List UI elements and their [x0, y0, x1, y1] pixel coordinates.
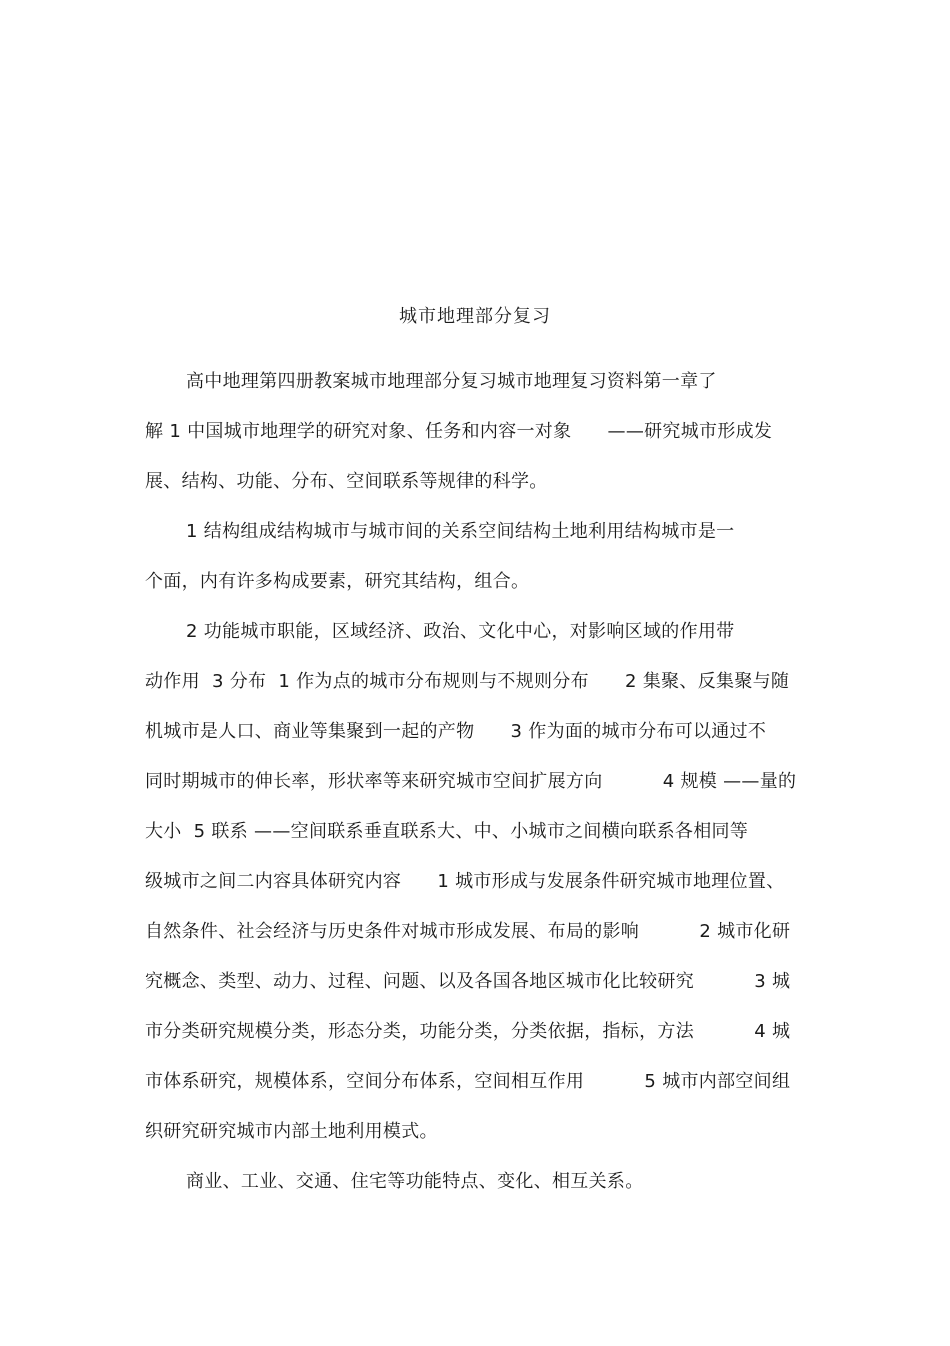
paragraph-line: 自然条件、社会经济与历史条件对城市形成发展、布局的影响 2 城市化研: [145, 921, 791, 942]
paragraph-line: 究概念、类型、动力、过程、问题、以及各国各地区城市化比较研究 3 城: [145, 971, 791, 992]
paragraph-line: 同时期城市的伸长率，形状率等来研究城市空间扩展方向 4 规模 ——量的: [145, 771, 797, 792]
paragraph-line: 大小 5 联系 ——空间联系垂直联系大、中、小城市之间横向联系各相同等: [145, 821, 749, 842]
paragraph-line: 解 1 中国城市地理学的研究对象、任务和内容一对象 ——研究城市形成发: [145, 421, 773, 442]
paragraph-line: 织研究研究城市内部土地利用模式。: [145, 1121, 438, 1142]
paragraph-line: 市体系研究，规模体系，空间分布体系，空间相互作用 5 城市内部空间组: [145, 1071, 791, 1092]
paragraph-line: 商业、工业、交通、住宅等功能特点、变化、相互关系。: [186, 1171, 644, 1192]
paragraph-line: 市分类研究规模分类，形态分类，功能分类，分类依据，指标，方法 4 城: [145, 1021, 791, 1042]
paragraph-line: 展、结构、功能、分布、空间联系等规律的科学。: [145, 471, 548, 492]
paragraph-line: 动作用 3 分布 1 作为点的城市分布规则与不规则分布 2 集聚、反集聚与随: [145, 671, 790, 692]
paragraph-line: 高中地理第四册教案城市地理部分复习城市地理复习资料第一章了: [186, 371, 717, 392]
paragraph-line: 1 结构组成结构城市与城市间的关系空间结构土地利用结构城市是一: [186, 521, 735, 542]
document-title: 城市地理部分复习: [399, 306, 551, 327]
paragraph-line: 机城市是人口、商业等集聚到一起的产物 3 作为面的城市分布可以通过不: [145, 721, 767, 742]
paragraph-line: 个面，内有许多构成要素，研究其结构，组合。: [145, 571, 530, 592]
paragraph-line: 级城市之间二内容具体研究内容 1 城市形成与发展条件研究城市地理位置、: [145, 871, 785, 892]
paragraph-line: 2 功能城市职能，区域经济、政治、文化中心，对影响区域的作用带: [186, 621, 735, 642]
